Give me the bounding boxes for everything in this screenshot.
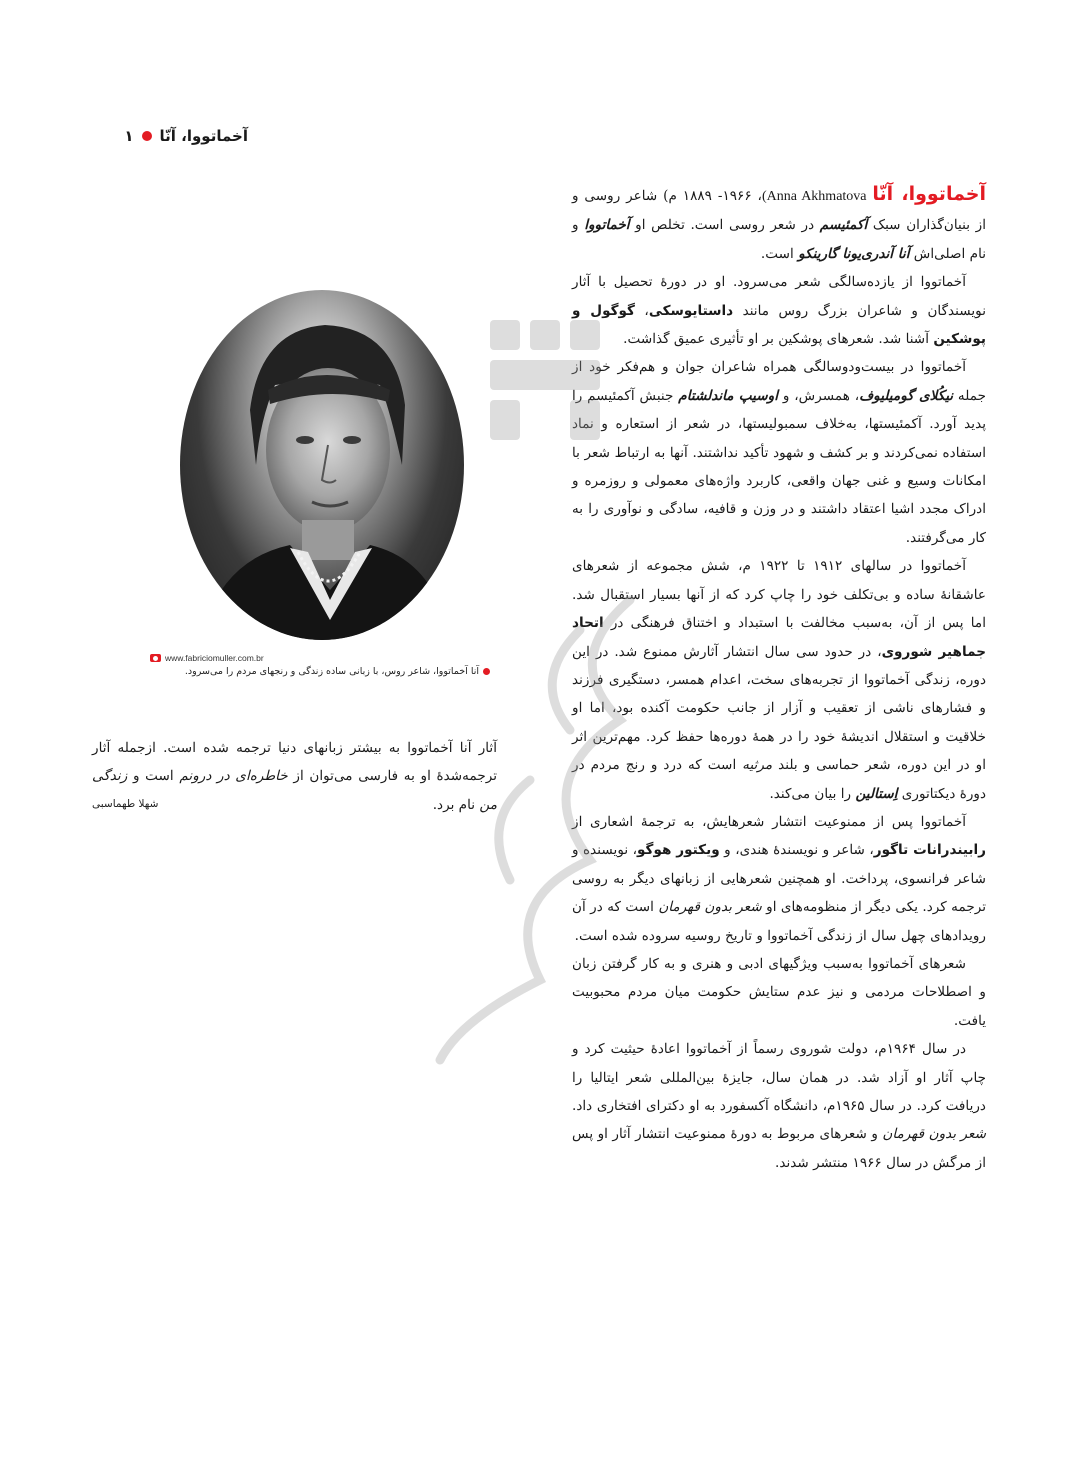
paragraph-2: آخماتووا از یازده‌سالگی شعر می‌سرود. او در دورۀ تحصیل با آثار نویسندگان و شاعران بزرگ روس مانند داستایوسکی، گوگول و پوشکین آشنا شد. شعرهای پوشکین بر او تأثیری عمیق گذاشت. xyxy=(572,274,986,348)
paragraph-6: شعرهای آخماتووا به‌سبب ویژگیهای ادبی و هنری و به کار گرفتن زبان و اصطلاحات مردمی و نیز عدم ستایش حکومت میان مردم محبوبیت یافت. xyxy=(572,955,986,1029)
term-dostoevsky: داستایوسکی xyxy=(648,302,734,319)
photo-credit xyxy=(150,651,264,665)
author-name: شهلا طهماسبی xyxy=(92,798,159,810)
paragraph-5: آخماتووا پس از ممنوعیت انتشار شعرهایش، به ترجمۀ اشعاری از رابیندرانات تاگور، شاعر و نویسندۀ هندی، و ویکتور هوگو، نویسنده و شاعر فرانسوی، پرداخت. او همچنین شعرهایی از زبانهای دیگر به روسی ترجمه کرد. یکی دیگر از منظومه‌های او شعر بدون قهرمان است که در آن رویدادهای چهل سال از زندگی آخماتووا و تاریخ روسیه سروده شده است. xyxy=(572,813,987,944)
bullet-dot-icon xyxy=(483,668,490,675)
camera-icon xyxy=(150,654,161,662)
term-my-life: زندگی من xyxy=(92,768,497,813)
term-gumilev: نیکُلای گومیلیوف xyxy=(859,387,954,404)
term-mandelstam: اوسیپ ماندلشتام xyxy=(678,387,778,404)
article-body xyxy=(572,180,986,1360)
term-gogol-pushkin: گوگول و پوشکین xyxy=(572,302,986,348)
bullet-dot-icon xyxy=(142,131,152,141)
term-acmeism: آکمئیسم xyxy=(819,217,868,234)
photo-caption-text: آنا آخماتووا، شاعر روس، با زبانی ساده زندگی و رنجهای مردم را می‌سرود. xyxy=(184,666,479,677)
term-hugo: ویکتور هوگو xyxy=(637,842,720,859)
term-poem-without-hero-2: شعر بدون قهرمان xyxy=(882,1126,986,1143)
term-stalin: اِستالین xyxy=(855,785,898,802)
latin-name: (Anna Akhmatova xyxy=(761,189,867,204)
paragraph-intro: آخماتووا، آنّا (Anna Akhmatova، ۱۹۶۶- ۱۸۸۹ م) شاعر روسی و از بنیان‌گذاران سبک آکمئیسم در شعر روسی است. تخلص او آخماتووا و نام اصلی‌اش آنا آندری‌یونا گارینکو است. xyxy=(572,183,987,262)
term-tagore: رابیندرانات تاگور xyxy=(873,842,987,859)
translation-note: آثار آنا آخماتووا به بیشتر زبانهای دنیا ترجمه شده است. ازجمله آثار ترجمه‌شدۀ او به فارسی می‌توان از خاطره‌ای در درونم است و زندگی من نام برد. xyxy=(92,740,498,813)
page-number: ۱ xyxy=(124,127,134,145)
term-akhmatova: آخماتووا xyxy=(584,217,630,234)
entry-title: آخماتووا، آنّا xyxy=(872,183,987,205)
term-real-name: آنا آندری‌یونا گارینکو xyxy=(798,245,910,262)
photo-credit-url: www.fabriciomuller.com.br xyxy=(165,653,264,663)
term-ussr: اتحاد جماهیر شوروی xyxy=(572,615,986,660)
term-memory-within-me: خاطره‌ای در درونم xyxy=(179,768,288,785)
paragraph-7: در سال ۱۹۶۴م، دولت شوروی رسماً از آخماتووا اعادۀ حیثیت کرد و چاپ آثار او آزاد شد. در همان سال، جایزۀ بین‌المللی شعر ایتالیا را دریافت کرد. در سال ۱۹۶۵م، دانشگاه آکسفورد به او دکترای افتخاری داد. شعر بدون قهرمان و شعرهای مربوط به دورۀ ممنوعیت انتشار آثار او پس از مرگش در سال ۱۹۶۶ منتشر شدند. xyxy=(572,1041,986,1171)
paragraph-4: آخماتووا در سالهای ۱۹۱۲ تا ۱۹۲۲ م، شش مجموعه از شعرهای عاشقانۀ ساده و بی‌تکلف خود را چاپ کرد که از آنها بسیار استقبال شد. اما پس از آن، به‌سبب مخالفت با استبداد و اختناق فرهنگی در اتحاد جماهیر شوروی، در حدود سی سال انتشار آثارش ممنوع شد. در این دوره، زندگی آخماتووا از تجربه‌های سخت، اعدام همسر، دستگیری فرزند و فشارهای ناشی از تعقیب و آزار از جانب حکومت آکنده بود، اما او خلاقیت و استقلال اندیشۀ خود را در همۀ دوره‌ها حفظ کرد. مهم‌ترین اثر او در این دوره، شعر حماسی و بلند مرثیه است که درد و رنج مردم در دورۀ دیکتاتوری اِستالین را بیان می‌کند. xyxy=(572,558,986,802)
photo-caption xyxy=(160,666,490,677)
header-title: آخماتووا، آنّا xyxy=(159,127,248,145)
paragraph-3: آخماتووا در بیست‌ودوسالگی همراه شاعران جوان و هم‌فکر خود از جمله نیکُلای گومیلیوف، همسرش، و اوسیپ ماندلشتام جنبش آکمئیسم را پدید آورد. آکمئیستها، به‌خلاف سمبولیستها، در شعر از استعاره و نماد استفاده نمی‌کردند و بر کشف و شهود تأکید نداشتند. آنها به ارتباط شعر با امکانات وسیع و غنی جهان واقعی، کاربرد واژه‌های معمولی و روزمره و ادراک مجدد اشیا اعتقاد داشتند و در وزن و قافیه، سادگی و نوآوری را به کار می‌گرفتند. xyxy=(572,359,986,546)
term-poem-without-hero: شعر بدون قهرمان xyxy=(658,899,762,916)
page-header xyxy=(118,124,248,148)
portrait-photo xyxy=(180,290,464,640)
term-requiem: مرثیه xyxy=(742,757,773,774)
